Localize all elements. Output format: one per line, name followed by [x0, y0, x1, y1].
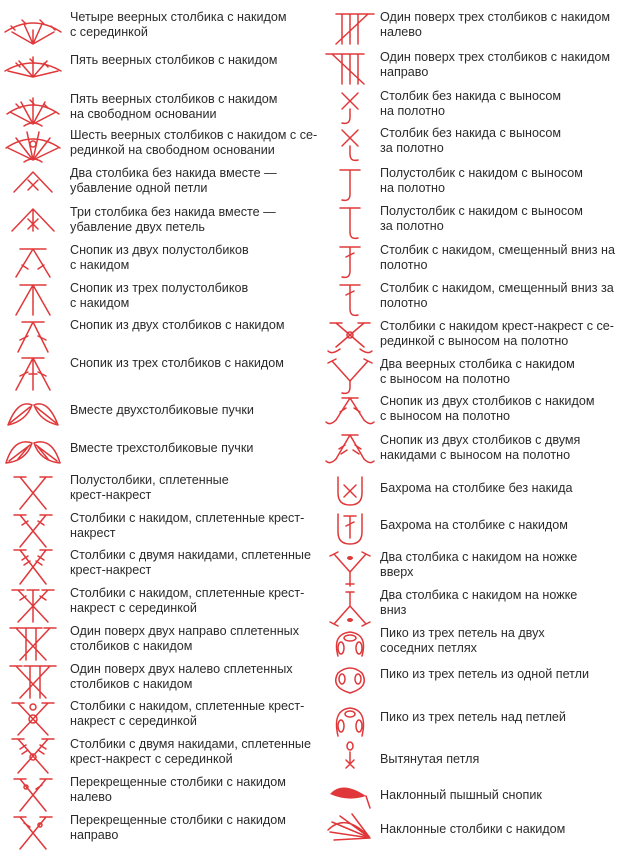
symbol-description: Пико из трех петель из одной петли	[380, 667, 590, 681]
symbol-description: Столбики с накидом, сплетенные крест- накрест	[70, 511, 305, 540]
symbol-description: Снопик из двух столбиков с двумя накидами с выносом на полотно	[380, 433, 581, 462]
crossed-dc-icon	[2, 511, 64, 551]
symbol-description: Бахрома на столбике с накидом	[380, 518, 568, 532]
sc-spike-back-icon	[324, 126, 376, 166]
symbol-description: Снопик из двух столбиков с накидом с выносом на полотно	[380, 394, 595, 423]
dc-pair-stem-down-icon	[324, 588, 376, 628]
sc3tog-icon	[2, 205, 64, 245]
three-cluster-icon	[2, 433, 64, 473]
dc-shifted-down-icon	[324, 243, 376, 283]
symbol-description: Перекрещенные столбики с накидом налево	[70, 775, 286, 804]
symbol-description: Вместе трехстолбиковые пучки	[70, 441, 254, 455]
hdc-spike-icon	[324, 166, 376, 206]
symbol-description: Столбики с двумя накидами, сплетенные крест-накрест	[70, 548, 311, 577]
picot-over-loop-icon	[324, 702, 376, 742]
symbol-description: Полустолбик с накидом с выносом за полотно	[380, 204, 583, 233]
symbol-description: Полустолбики, сплетенные крест-накрест	[70, 473, 229, 502]
elongated-loop-icon	[324, 740, 376, 780]
symbol-description: Два веерных столбика с накидом с выносом на полотно	[380, 357, 575, 386]
symbol-description: Столбик с накидом, смещенный вниз на полотно	[380, 243, 615, 272]
dc-shifted-down-back-icon	[324, 281, 376, 321]
symbol-description: Один поверх двух налево сплетенных столбиков с накидом	[70, 662, 293, 691]
symbol-description: Три столбика без накида вместе — убавление двух петель	[70, 205, 276, 234]
fringe-dc-icon	[324, 510, 376, 550]
symbol-description: Один поверх трех столбиков с накидом налево	[380, 10, 611, 39]
symbol-description: Столбики с накидом, сплетенные крест- накрест с серединкой	[70, 699, 305, 728]
crossed-dc-right-icon	[2, 813, 64, 853]
picot-two-stitches-icon	[324, 626, 376, 666]
crossed-dc-center-icon	[2, 586, 64, 626]
symbol-description: Пико из трех петель над петлей	[380, 710, 566, 724]
symbol-description: Столбики с накидом, сплетенные крест- накрест с серединкой	[70, 586, 305, 615]
symbol-description: Пико из трех петель на двух соседних петлях	[380, 626, 545, 655]
hdc2tog-icon	[2, 243, 64, 283]
symbol-description: Полустолбик с накидом с выносом на полотно	[380, 166, 583, 195]
crossed-dc-left-icon	[2, 775, 64, 815]
hdc-spike-back-icon	[324, 204, 376, 244]
symbol-description: Столбик без накида с выносом на полотно	[380, 89, 562, 118]
one-over-three-right-icon	[324, 50, 376, 90]
symbol-description: Столбики с накидом крест-накрест с се- рединкой с выносом на полотно	[380, 319, 615, 348]
symbol-description: Вытянутая петля	[380, 752, 480, 766]
dc2tog-spike-icon	[324, 394, 376, 434]
symbol-description: Пять веерных столбиков с накидом на свободном основании	[70, 92, 278, 121]
dc2tog-icon	[2, 318, 64, 358]
symbol-description: Снопик из трех столбиков с накидом	[70, 356, 284, 370]
symbol-description: Пять веерных столбиков с накидом	[70, 53, 278, 67]
fan-6-free-base-icon	[2, 128, 64, 168]
symbol-description: Перекрещенные столбики с накидом направо	[70, 813, 286, 842]
symbol-description: Столбики с двумя накидами, сплетенные крест-накрест с серединкой	[70, 737, 311, 766]
symbol-description: Два столбика с накидом на ножке вверх	[380, 550, 578, 579]
crossed-tr-center-icon	[2, 737, 64, 777]
symbol-description: Шесть веерных столбиков с накидом с се- рединкой на свободном основании	[70, 128, 318, 157]
symbol-description: Наклонные столбики с накидом	[380, 822, 566, 836]
one-over-two-right-icon	[2, 624, 64, 664]
symbol-description: Два столбика без накида вместе — убавление одной петли	[70, 166, 277, 195]
crossed-dc-center-2-icon	[2, 699, 64, 739]
hdc3tog-icon	[2, 281, 64, 321]
dc-pair-stem-up-icon	[324, 550, 376, 590]
crossed-tr-icon	[2, 548, 64, 588]
symbol-description: Наклонный пышный снопик	[380, 788, 542, 802]
symbol-description: Снопик из трех полустолбиков с накидом	[70, 281, 249, 310]
symbol-description: Снопик из двух столбиков с накидом	[70, 318, 285, 332]
fan-2-spike-icon	[324, 357, 376, 397]
symbol-description: Два столбика с накидом на ножке вниз	[380, 588, 578, 617]
symbol-description: Один поверх двух направо сплетенных столбиков с накидом	[70, 624, 300, 653]
one-over-two-left-icon	[2, 662, 64, 702]
symbol-description: Столбик с накидом, смещенный вниз за полотно	[380, 281, 614, 310]
crossed-dc-spike-icon	[324, 319, 376, 359]
crossed-hdc-icon	[2, 473, 64, 513]
sc-spike-icon	[324, 89, 376, 129]
fan-5-icon	[2, 53, 64, 93]
symbol-description: Один поверх трех столбиков с накидом направо	[380, 50, 611, 79]
slanted-dc-icon	[324, 812, 376, 852]
tr2tog-spike-icon	[324, 433, 376, 473]
picot-one-stitch-icon	[324, 663, 376, 703]
fringe-sc-icon	[324, 473, 376, 513]
fan-4-center-icon	[2, 10, 64, 50]
symbol-description: Снопик из двух полустолбиков с накидом	[70, 243, 249, 272]
one-over-three-left-icon	[324, 10, 376, 50]
sc2tog-icon	[2, 166, 64, 206]
two-cluster-icon	[2, 395, 64, 435]
symbol-description: Бахрома на столбике без накида	[380, 481, 573, 495]
fan-5-free-base-icon	[2, 92, 64, 132]
symbol-description: Четыре веерных столбика с накидом с серединкой	[70, 10, 287, 39]
symbol-description: Столбик без накида с выносом за полотно	[380, 126, 562, 155]
dc3tog-icon	[2, 356, 64, 396]
symbol-description: Вместе двухстолбиковые пучки	[70, 403, 254, 417]
